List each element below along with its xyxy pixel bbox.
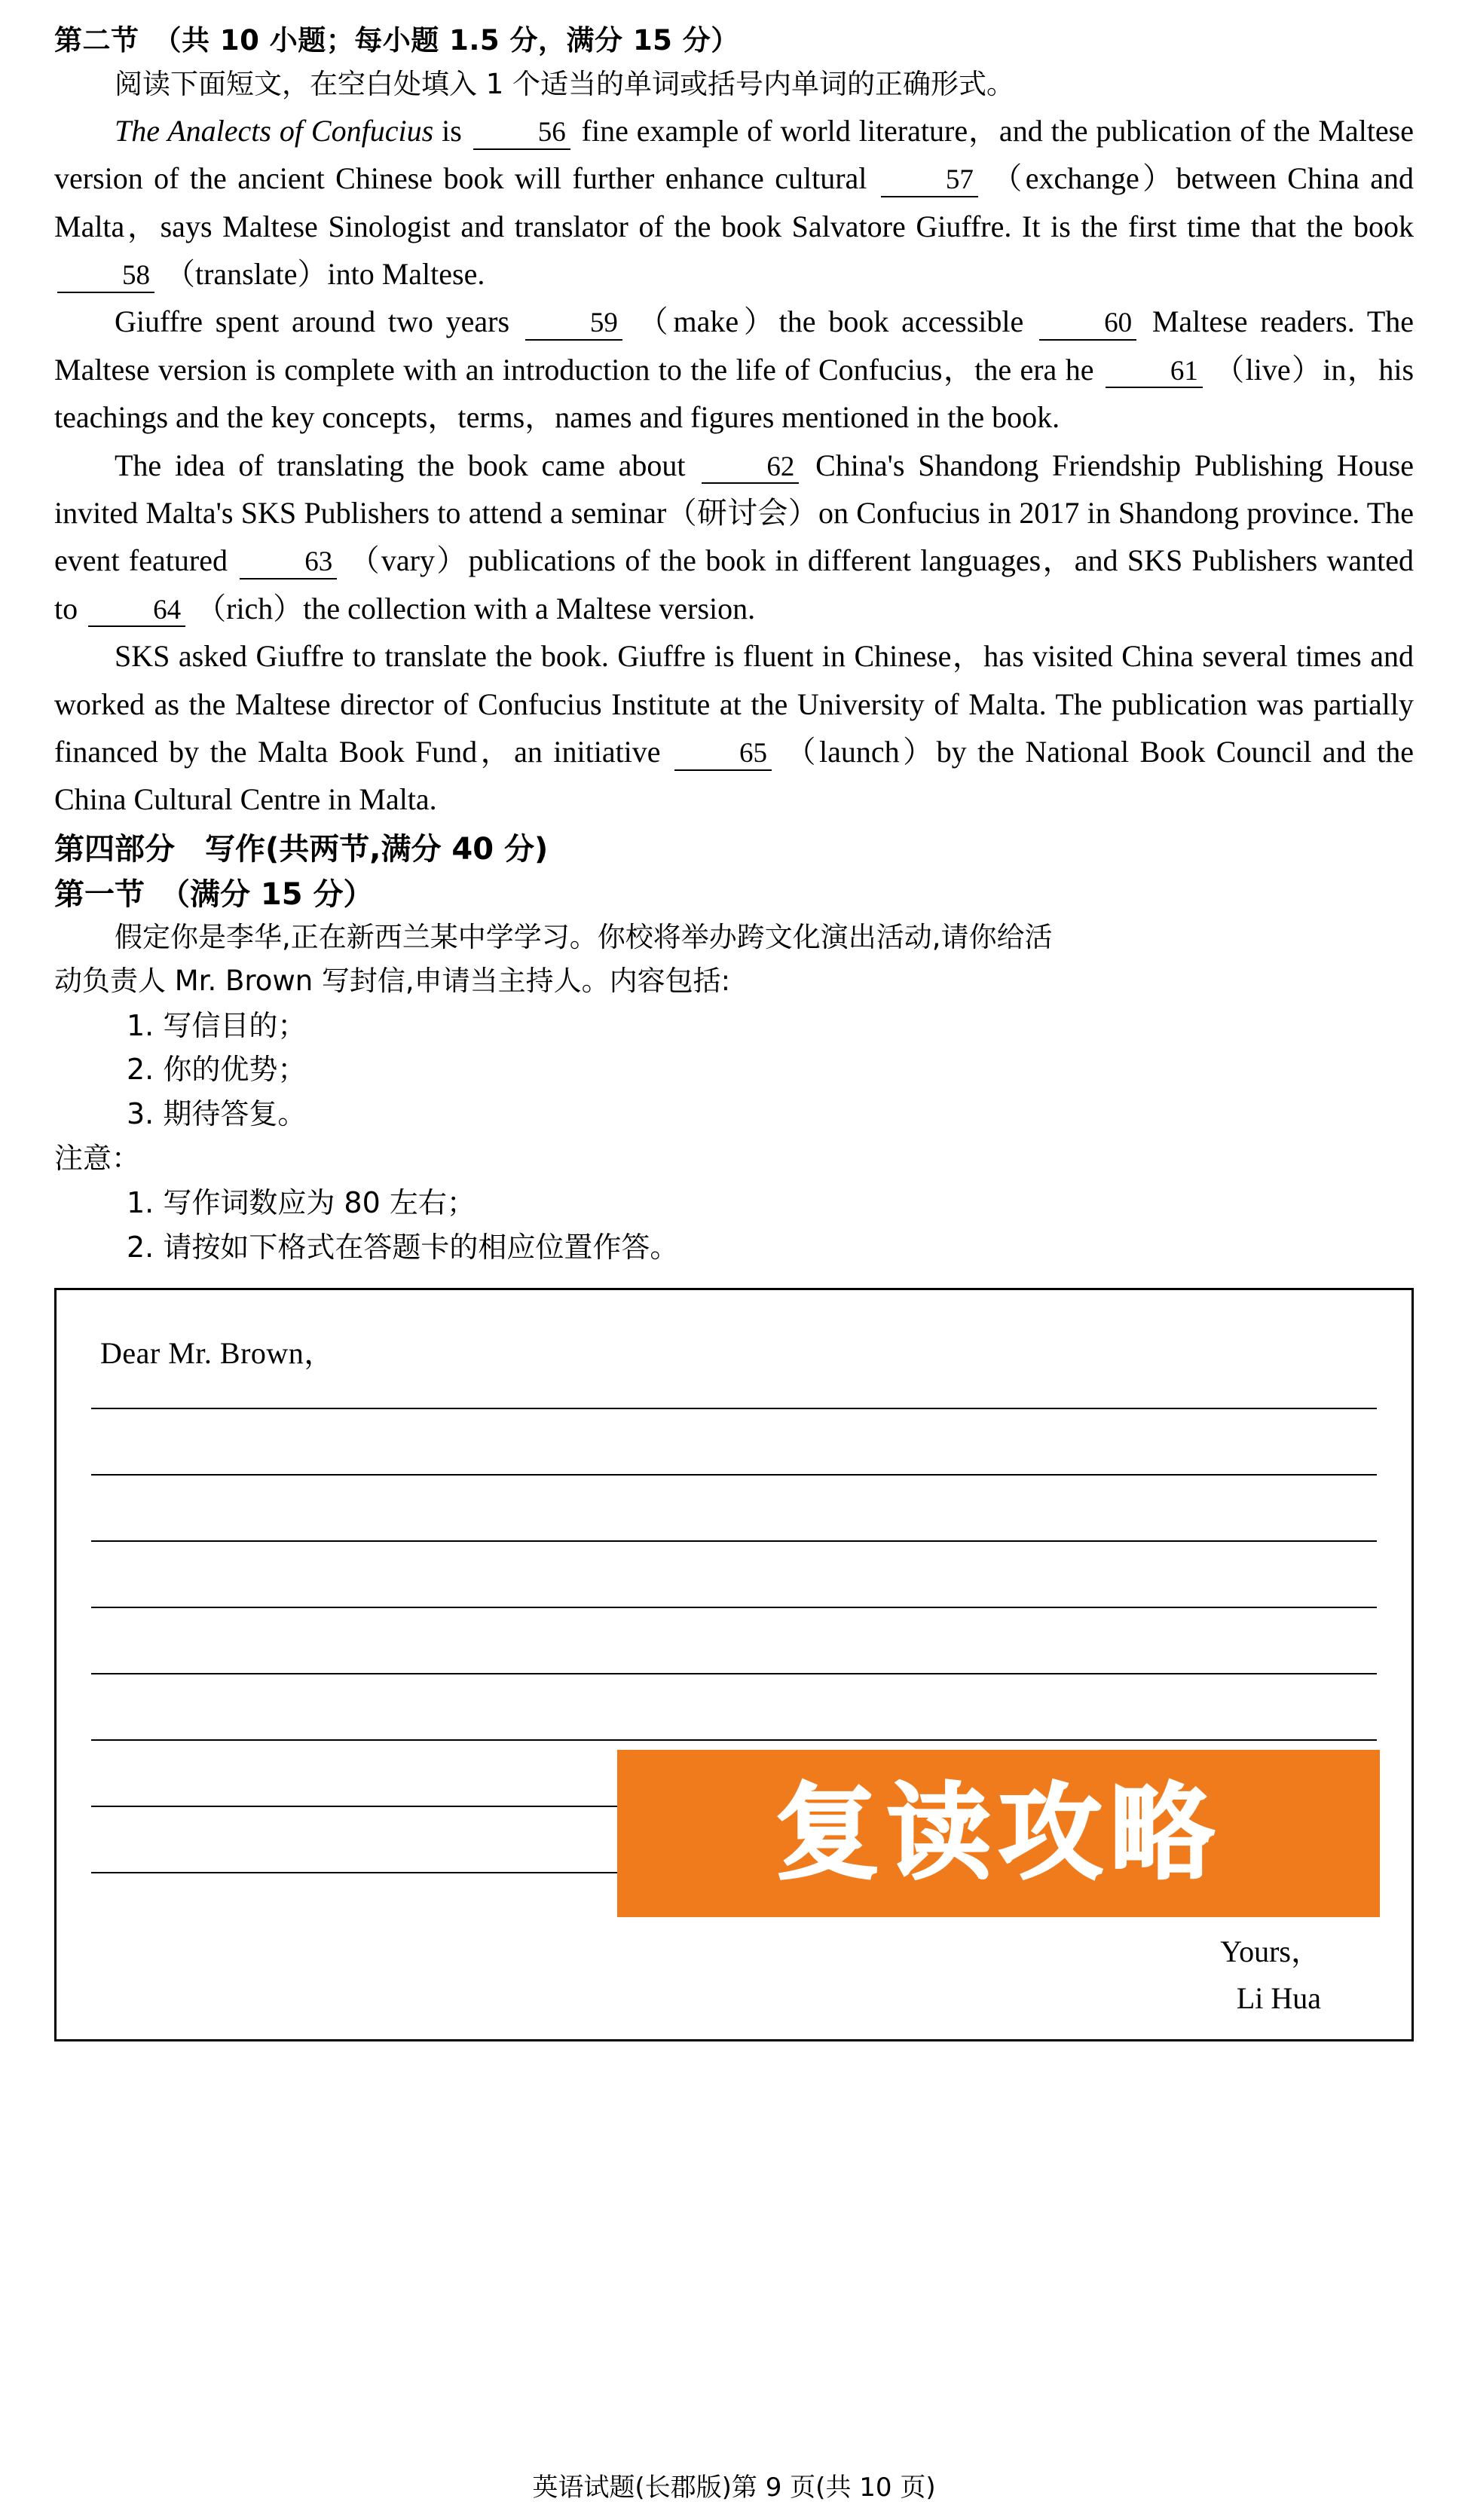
writing-item-1: 1. 写信目的；: [127, 1008, 307, 1042]
writing-prompt-line-2: 动负责人 Mr. Brown 写封信,申请当主持人。内容包括:: [54, 965, 731, 998]
cloze-paragraph-1: [54, 107, 1414, 298]
letter-signoff: Yours，: [1220, 1934, 1321, 1968]
cloze-text-2c: Maltese readers. The Maltese version is complete with an introduction to the life of Confucius，the era he: [54, 304, 1414, 387]
writing-item-2: 2. 你的优势；: [127, 1053, 307, 1087]
cloze-text-4a: SKS asked Giuffre to translate the book. Giuffre is fluent in Chinese，has visited China several times and worked as the Maltese director of Confucius Institute at the University of Malta. The publication was partially financed by the Malta Book Fund，an initiative: [54, 639, 1414, 769]
writing-prompt-line-1: 假定你是李华,正在新西兰某中学学习。你校将举办跨文化演出活动,请你给活: [115, 920, 1053, 953]
cloze-text-2a: Giuffre spent around two years: [115, 304, 510, 339]
cloze-text-1b: is: [442, 113, 462, 148]
cloze-paragraph-2: [54, 298, 1414, 441]
cloze-text-2d: （live）in，his teachings and the key concepts，terms，names and figures mentioned in the book.: [54, 352, 1414, 435]
cloze-text-3a: The idea of translating the book came about: [115, 448, 686, 482]
cloze-text-3b: China's Shandong Friendship Publishing House invited Malta's SKS Publishers to attend a seminar（研讨会）on Confucius in 2017 in Shandong province. The event featured: [54, 448, 1414, 578]
watermark-text: 复读攻略: [775, 1772, 1222, 1894]
section-2-instruction: 阅读下面短文，在空白处填入 1 个适当的单词或括号内单词的正确形式。: [115, 68, 1015, 101]
cloze-paragraph-4: [54, 632, 1414, 824]
blank-60: 60: [1039, 308, 1136, 341]
writing-rule: [91, 1474, 1377, 1476]
cloze-paragraph-3: [54, 442, 1414, 633]
cloze-text-3c: （vary）publications of the book in different languages，and SKS Publishers wanted to: [54, 543, 1414, 625]
cloze-text-1c: fine example of world literature，and the publication of the Maltese version of the ancient Chinese book will further enhance cultural: [54, 113, 1414, 196]
part-4-heading: 第四部分 写作(共两节,满分 40 分): [54, 831, 549, 867]
answer-box[interactable]: [54, 1288, 1414, 2041]
writing-rule: [91, 1673, 1377, 1674]
notes-label: 注意：: [54, 1142, 141, 1176]
blank-59: 59: [525, 308, 622, 341]
cloze-text-1d: （exchange）between China and Malta，says Maltese Sinologist and translator of the book Salvatore Giuffre. It is the first time that the book: [54, 161, 1414, 243]
writing-rule: [91, 1408, 1377, 1409]
blank-62: 62: [702, 452, 799, 485]
book-title: The Analects of Confucius: [115, 113, 434, 148]
blank-57: 57: [881, 165, 978, 197]
cloze-text-3d: （rich）the collection with a Maltese version.: [196, 591, 756, 625]
note-1: 1. 写作词数应为 80 左右；: [127, 1186, 476, 1220]
blank-61: 61: [1106, 356, 1203, 389]
letter-signature: Li Hua: [1236, 1980, 1321, 2015]
page-footer: 英语试题(长郡版)第 9 页(共 10 页): [532, 2473, 936, 2503]
writing-rule: [91, 1540, 1377, 1542]
blank-65: 65: [674, 739, 772, 771]
cloze-text-2b: （make）the book accessible: [638, 304, 1024, 339]
writing-rule: [91, 1739, 1377, 1741]
watermark-stamp: [617, 1750, 1380, 1917]
part-4-sub-heading: 第一节 （满分 15 分）: [54, 876, 374, 912]
section-2-heading: 第二节 （共 10 小题；每小题 1.5 分，满分 15 分）: [54, 24, 739, 57]
writing-rule: [91, 1607, 1377, 1608]
note-2: 2. 请按如下格式在答题卡的相应位置作答。: [127, 1231, 679, 1265]
blank-63: 63: [240, 547, 337, 580]
cloze-text-1e: （translate）into Maltese.: [165, 256, 485, 291]
blank-58: 58: [57, 261, 154, 293]
cloze-passage: [54, 107, 1414, 824]
writing-item-3: 3. 期待答复。: [127, 1097, 307, 1131]
cloze-text-4b: （launch）by the National Book Council and the China Cultural Centre in Malta.: [54, 734, 1414, 817]
blank-64: 64: [88, 595, 185, 628]
letter-salutation: Dear Mr. Brown，: [100, 1335, 335, 1370]
blank-56: 56: [473, 118, 570, 150]
